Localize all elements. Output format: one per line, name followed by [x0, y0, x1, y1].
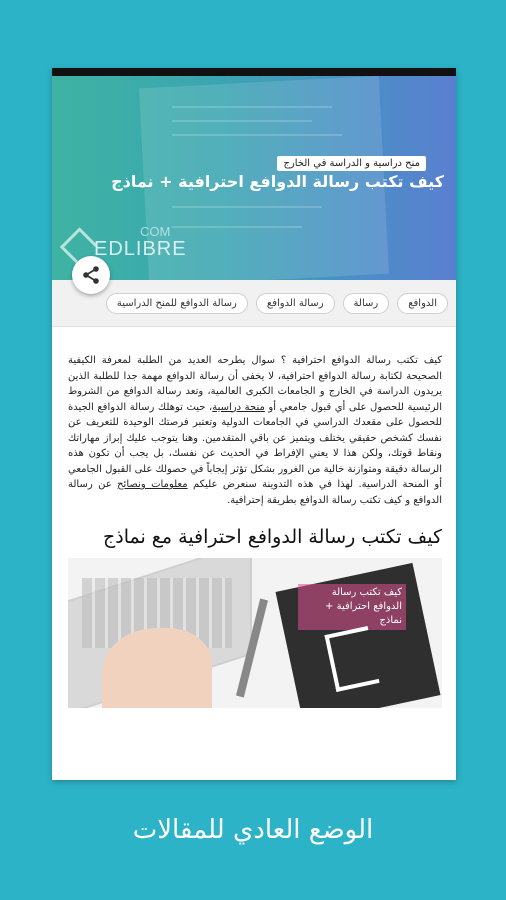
hero-paper-line — [172, 134, 342, 136]
hero-title: كيف تكتب رسالة الدوافع احترافية + نماذج — [111, 172, 444, 191]
paragraph-text: كيف تكتب رسالة الدوافع احترافية ؟ سوال يطرحه العديد من الطلبة لمعرفة الكيفية الصحيحة لكتابة رسالة الدوافع احترافية، لا يخفى أن رسالة الدوافع مهمة جدا للطلبة الذين يريدون الدراسة في الخارج و الجامعات الكبرى العالمية، وتعد رسالة الدوافع من الشروط الرئيسية للحصول على أي قبول جامعي أو — [68, 355, 442, 413]
tag-chip[interactable]: رسالة الدوافع للمنح الدراسية — [106, 293, 248, 314]
paragraph-text: عن رسالة الدوافع و كيف تكتب رسالة الدوافع بطريقة إحترافية. — [68, 479, 442, 506]
hero-paper-line — [172, 206, 322, 208]
article-body — [52, 327, 456, 708]
hero-paper-line — [172, 106, 332, 108]
article-heading: كيف تكتب رسالة الدوافع احترافية مع نماذج — [102, 526, 442, 548]
link-info-tips[interactable]: معلومات ونصائح — [117, 479, 188, 490]
tags-bar — [52, 280, 456, 327]
tag-chip[interactable]: رسالة — [343, 293, 390, 314]
hand-illustration — [102, 628, 212, 708]
paragraph-text: ، حيث توهلك رسالة الدوافع الجيدة للحصول على مقعدك الدراسي في الجامعات الدولية وتعتبر فرصتك الوحيدة للتعريف عن نفسك كشخص حقيقي يختلف ويتميز عن باقي المتقدمين. وهنا يتوجب عليك إبراز مهاراتك ونقاط قوتك، ولكن هذا لا يعني الإفراط في الحديث عن نفسك، بل يجب أن تكون هذه الرسالة دقيقة ومتوازنة خالية من الغرور بشكل تؤثر إيجاباً في حصولك على القبول الجامعي أو المنحة الدراسية. لهذا في هذه التدوينة سنعرض عليكم — [68, 401, 442, 490]
hero-paper-line — [172, 120, 312, 122]
article-image — [68, 558, 442, 708]
image-overlay-text: كيف تكتب رسالة الدوافع احترافية + نماذج — [298, 584, 406, 630]
logo-text: EDLIBRE — [94, 238, 187, 260]
hero-category-label[interactable]: منح دراسية و الدراسة في الخارج — [277, 156, 426, 171]
promo-caption: الوضع العادي للمقالات — [132, 815, 374, 845]
status-bar — [52, 68, 456, 76]
share-button[interactable] — [72, 256, 110, 294]
hero-paper-line — [172, 226, 302, 228]
tag-chip[interactable]: رسالة الدوافع — [256, 293, 335, 314]
share-icon — [81, 265, 101, 285]
tag-chip[interactable]: الدوافع — [397, 293, 448, 314]
phone-screen — [52, 68, 456, 780]
article-hero-banner — [52, 76, 456, 280]
link-scholarship[interactable]: منحة دراسية — [212, 401, 265, 413]
logo-suffix: COM — [140, 224, 171, 239]
article-paragraph — [68, 353, 442, 508]
